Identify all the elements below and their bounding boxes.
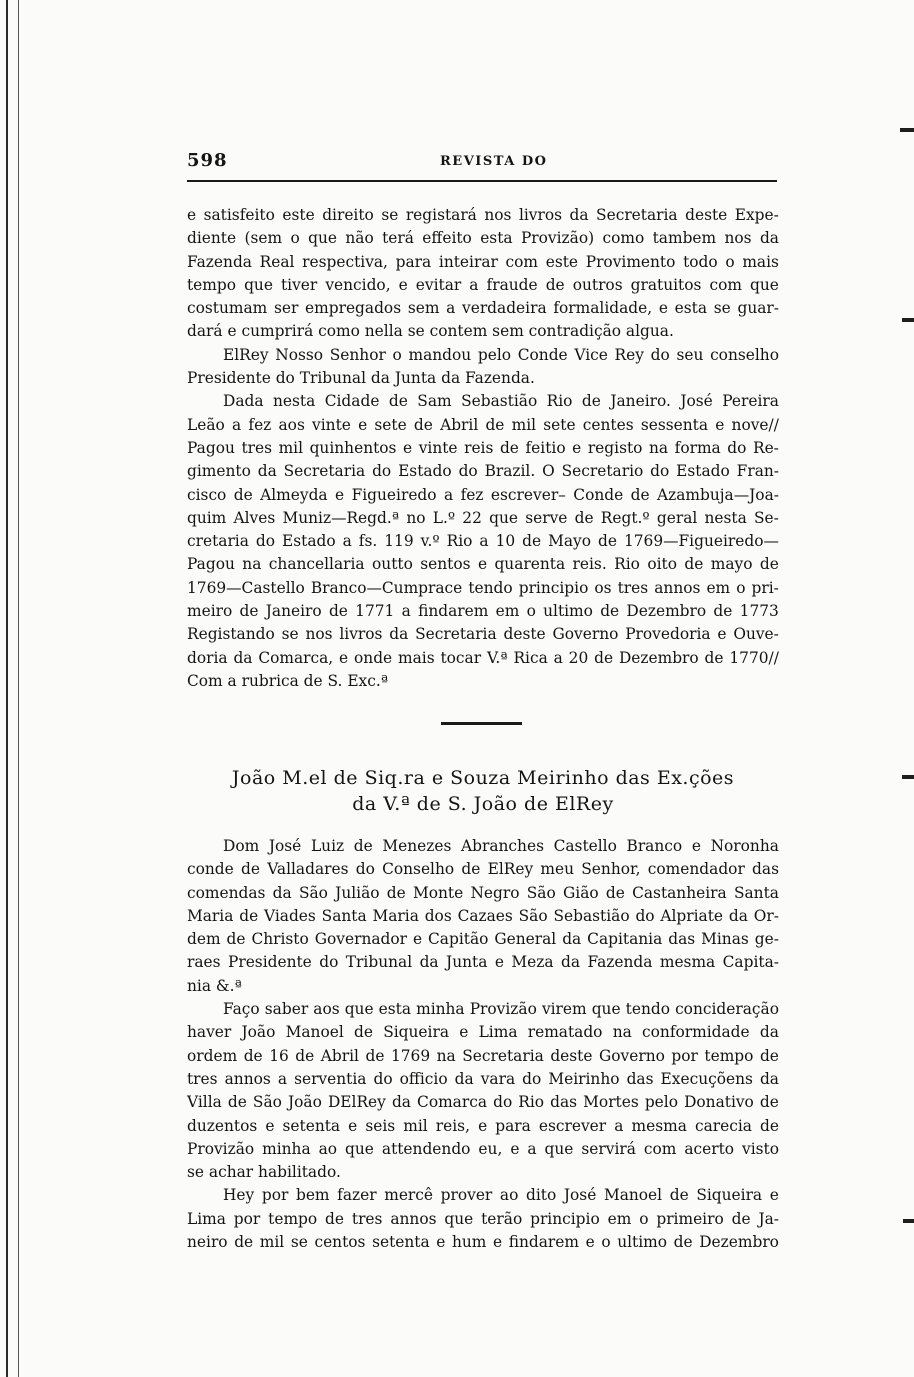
text-line: Villa de São João DElRey da Comarca do Rio das Mortes pelo Donativo de <box>187 1093 779 1112</box>
text-line: tres annos a serventia do officio da vara do Meirinho das Execuçõens da <box>187 1069 779 1088</box>
margin-mark <box>902 775 914 779</box>
text-line: gimento da Secretaria do Estado do Brazil. O Secretario do Estado Fran- <box>187 462 779 481</box>
text-line: comendas da São Julião de Monte Negro São Gião de Castanheira Santa <box>187 883 779 902</box>
text-line: duzentos e setenta e seis mil reis, e para escrever a mesma carecia de <box>187 1116 779 1135</box>
margin-mark <box>900 128 914 132</box>
binding-edge-shadow <box>6 0 8 1377</box>
text-line: 1769—Castello Branco—Cumprace tendo principio os tres annos em o pri- <box>187 578 779 597</box>
text-block-continuation <box>187 204 779 693</box>
text-line: e satisfeito este direito se registará nos livros da Secretaria deste Expe- <box>187 206 779 224</box>
text-block-provision <box>187 835 779 1254</box>
text-line: Dada nesta Cidade de Sam Sebastião Rio de Janeiro. José Pereira <box>223 392 779 411</box>
running-head: REVISTA DO <box>440 154 548 169</box>
text-line: Faço saber aos que esta minha Provizão virem que tendo concideração <box>223 1000 779 1019</box>
header-rule <box>187 180 777 182</box>
text-line: Com a rubrica de S. Exc.ª <box>187 671 389 690</box>
margin-mark <box>902 318 914 322</box>
text-line: conde de Valladares do Conselho de ElRey meu Senhor, comendador das <box>187 860 779 879</box>
section-title-line: João M.el de Siq.ra e Souza Meirinho das Ex.ções <box>231 767 735 789</box>
text-line: Lima por tempo de tres annos que terão principio em o primeiro de Ja- <box>187 1209 779 1228</box>
text-line: Pagou na chancellaria outto sentos e quarenta reis. Rio oito de mayo de <box>187 555 779 574</box>
text-line: ElRey Nosso Senhor o mandou pelo Conde Vice Rey do seu conselho <box>223 345 779 364</box>
text-line: doria da Comarca, e onde mais tocar V.ª Rica a 20 de Dezembro de 1770// <box>187 648 779 667</box>
text-line: tempo que tiver vencido, e evitar a fraude de outros gratuitos com que <box>187 275 779 294</box>
text-line: dem de Christo Governador e Capitão General da Capitania das Minas ge- <box>187 930 779 949</box>
text-line: Pagou tres mil quinhentos e vinte reis de feitio e registo na forma do Re- <box>187 438 779 457</box>
text-line: Provizão minha ao que attendendo eu, e a que servirá com acerto visto <box>187 1139 779 1158</box>
section-separator <box>441 722 522 725</box>
section-title-line: da V.ª de S. João de ElRey <box>352 793 614 815</box>
text-line: haver João Manoel de Siqueira e Lima rematado na conformidade da <box>187 1023 779 1042</box>
page-number: 598 <box>187 150 228 171</box>
binding-edge-shadow <box>18 0 19 1377</box>
text-line: Presidente do Tribunal da Junta da Fazenda. <box>187 369 535 388</box>
text-line: diente (sem o que não terá effeito esta Provizão) como tambem nos da <box>187 229 779 248</box>
text-line: raes Presidente do Tribunal da Junta e Meza da Fazenda mesma Capita- <box>187 953 779 972</box>
text-line: cretaria do Estado a fs. 119 v.º Rio a 10 de Mayo de 1769—Figueiredo— <box>187 532 779 551</box>
text-line: se achar habilitado. <box>187 1163 341 1182</box>
text-line: Hey por bem fazer mercê prover ao dito José Manoel de Siqueira e <box>223 1186 779 1205</box>
text-line: cisco de Almeyda e Figueiredo a fez escrever– Conde de Azambuja—Joa- <box>187 485 779 504</box>
text-line: neiro de mil se centos setenta e hum e findarem e o ultimo de Dezembro <box>187 1233 779 1252</box>
text-line: quim Alves Muniz—Regd.ª no L.º 22 que serve de Regt.º geral nesta Se- <box>187 508 779 527</box>
text-line: nia &.ª <box>187 976 242 995</box>
text-line: Fazenda Real respectiva, para inteirar com este Provimento todo o mais <box>187 252 779 271</box>
text-line: Dom José Luiz de Menezes Abranches Castello Branco e Noronha <box>223 837 779 855</box>
text-line: ordem de 16 de Abril de 1769 na Secretaria deste Governo por tempo de <box>187 1046 779 1065</box>
text-line: Registando se nos livros da Secretaria deste Governo Provedoria e Ouve- <box>187 625 779 644</box>
text-line: costumam ser empregados sem a verdadeira formalidade, e esta se guar- <box>187 299 779 318</box>
text-line: Leão a fez aos vinte e sete de Abril de mil sete centes sessenta e nove// <box>187 415 779 434</box>
text-line: Maria de Viades Santa Maria dos Cazaes São Sebastião do Alpriate da Or- <box>187 906 779 925</box>
text-line: dará e cumprirá como nella se contem sem contradição algua. <box>187 322 674 341</box>
text-line: meiro de Janeiro de 1771 a findarem em o ultimo de Dezembro de 1773 <box>187 602 779 621</box>
section-title <box>187 765 779 817</box>
margin-mark <box>903 1219 914 1223</box>
